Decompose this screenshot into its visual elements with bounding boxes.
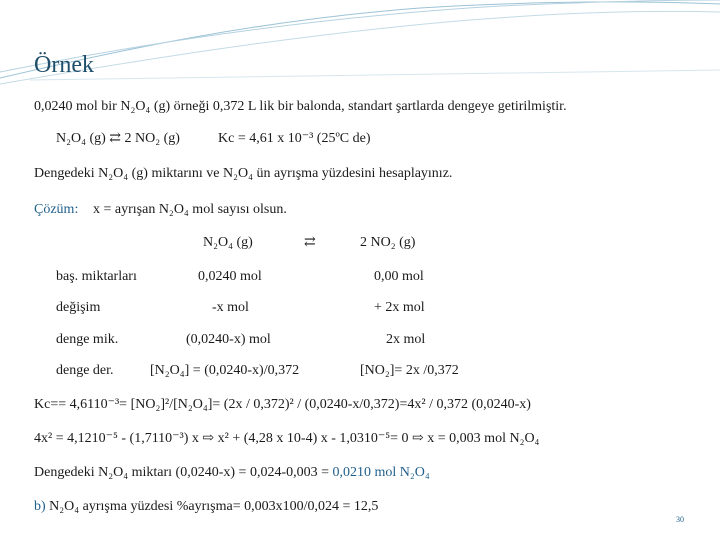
equilibrium-amount-text: Dengedeki N₂O₄ miktarı (0,0240-x) = 0,024-0,003 = xyxy=(34,465,333,480)
table-header-reactant: N₂O₄ (g) xyxy=(203,235,253,250)
question-text: Dengedeki N₂O₄ (g) miktarını ve N₂O₄ ün ayrışma yüzdesini hesaplayınız. xyxy=(34,166,453,181)
table-cell-product: 0,00 mol xyxy=(374,269,424,284)
equilibrium-amount xyxy=(34,464,430,482)
solution-definition: x = ayrışan N₂O₄ mol sayısı olsun. xyxy=(93,202,287,217)
page-number: 30 xyxy=(676,515,684,524)
table-header-arrow: ⇄ xyxy=(304,235,316,250)
table-cell-reactant: [N₂O₄] = (0,0240-x)/0,372 xyxy=(150,363,300,378)
solution-label: Çözüm: xyxy=(34,202,79,217)
table-row-label: değişim xyxy=(56,300,101,315)
table-row-label: denge der. xyxy=(56,363,114,378)
table-cell-reactant: 0,0240 mol xyxy=(198,269,262,284)
reaction-equation: N₂O₄ (g) ⇄ 2 NO₂ (g) xyxy=(56,131,180,146)
table-row-label: denge mik. xyxy=(56,332,119,347)
problem-statement: 0,0240 mol bir N₂O₄ (g) örneği 0,372 L lik bir balonda, standart şartlarda dengeye getirilmiştir. xyxy=(34,99,567,114)
quadratic-solution: 4x² = 4,1210⁻⁵ - (1,7110⁻³) x ⇨ x² + (4,28 x 10-4) x - 1,0310⁻⁵= 0 ⇨ x = 0,003 mol N₂O₄ xyxy=(34,431,540,446)
kc-expression: Kc== 4,6110⁻³= [NO₂]²/[N₂O₄]= (2x / 0,372)² / (0,0240-x/0,372)=4x² / 0,372 (0,0240-x) xyxy=(34,397,531,412)
table-row-label: baş. miktarları xyxy=(56,269,137,284)
part-b xyxy=(34,498,378,516)
header-decoration xyxy=(0,0,720,110)
table-cell-product: + 2x mol xyxy=(374,300,425,315)
part-b-label: b) xyxy=(34,499,46,514)
equilibrium-amount-value: 0,0210 mol N₂O₄ xyxy=(332,465,430,480)
part-b-text: N₂O₄ ayrışma yüzdesi %ayrışma= 0,003x100/0,024 = 12,5 xyxy=(49,499,379,514)
slide-title: Örnek xyxy=(34,52,94,78)
table-cell-reactant: -x mol xyxy=(212,300,249,315)
table-cell-product: 2x mol xyxy=(386,332,426,347)
equilibrium-constant: Kc = 4,61 x 10⁻³ (25ºC de) xyxy=(218,131,371,146)
table-header-product: 2 NO₂ (g) xyxy=(360,235,416,250)
table-cell-product: [NO₂]= 2x /0,372 xyxy=(360,363,459,378)
table-cell-reactant: (0,0240-x) mol xyxy=(186,332,271,347)
